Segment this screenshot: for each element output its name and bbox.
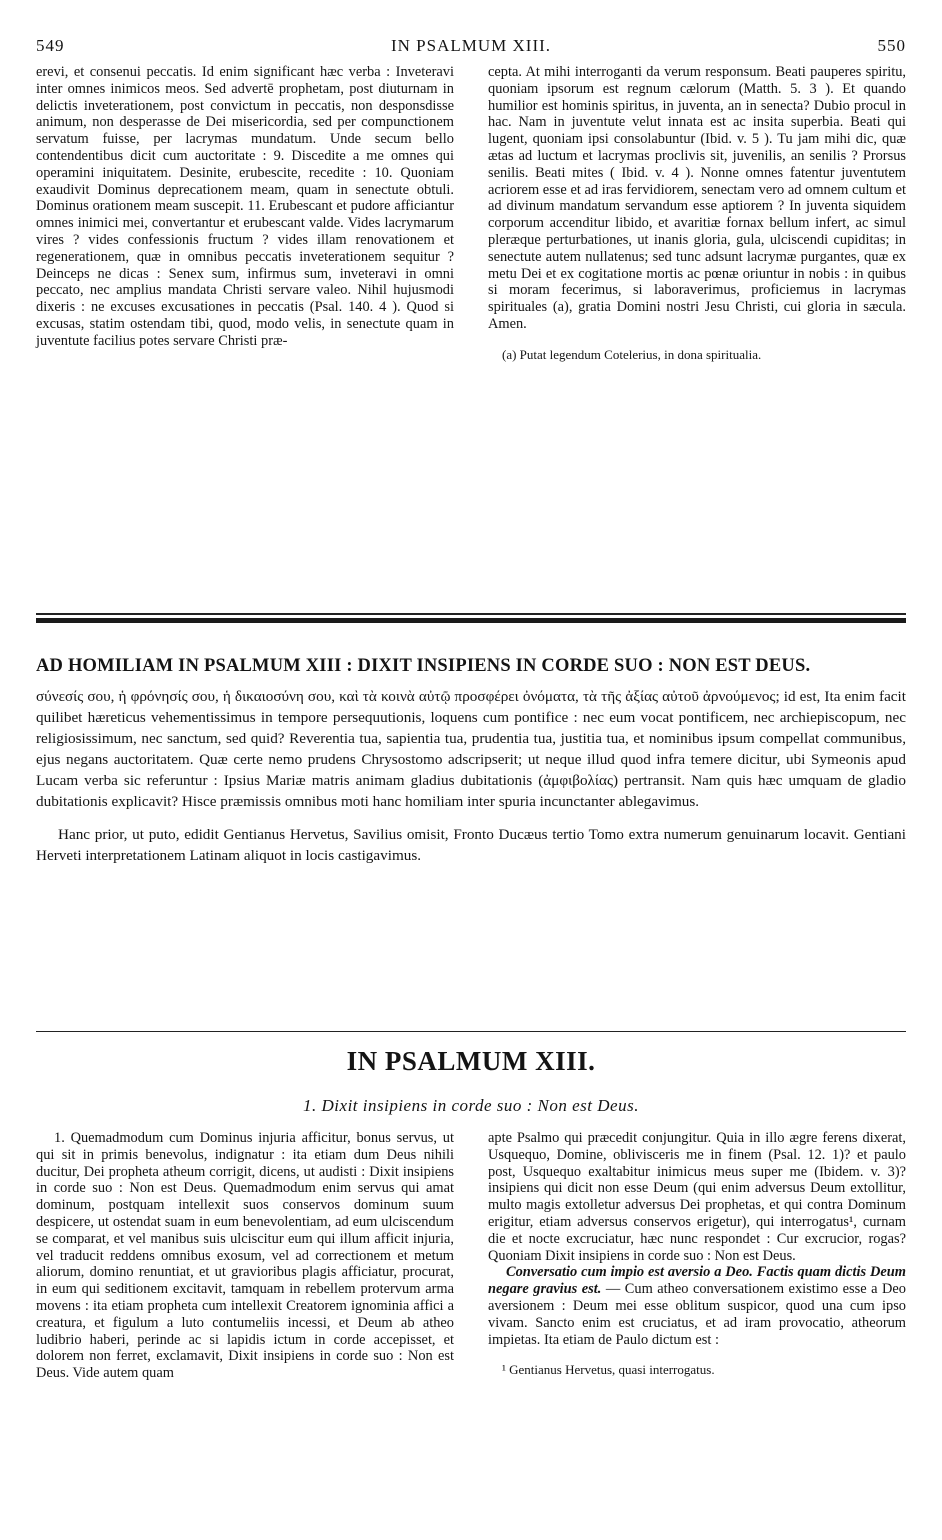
bottom-right-text-2: — Cum atheo conversationem existimo esse a Deo aversionem : Deum mei esse oblitum suspicor, quod una cum ipso vivam. Sancto enim est cruciatus, et ad iram provocatio, atheorum impietas. Ita etiam de Paulo dictum est :: [488, 1281, 906, 1348]
homily-title: IN PSALMUM XIII.: [346, 1046, 596, 1076]
top-left-column: [36, 64, 454, 504]
bottom-left-column: [36, 1130, 454, 1500]
marginal-heading: Conversatio cum impio est aversio a Deo. Factis quam dictis Deum negare gravius est.: [488, 1264, 906, 1298]
preface-paragraph-1: σύνεσίς σου, ἡ φρόνησίς σου, ἡ δικαιοσύνη σου, καὶ τὰ κοινὰ αὐτῷ προσφέρει ὀνόματα, τὰ τῆς ἀξίας αὐτοῦ ἀρνούμενος; id est, Ita enim facit quilibet hæreticus vehementissimus in tempore persequutionis, loquens cum pontifice : nec eum vocat pontificem, nec archiepiscopum, nec religiosissimum, nec sanctum, sed quid? Reverentia tua, sapientia tua, prudentia tua, justitia tua, et nominibus ipsum compellat communibus, ejus negans auctoritatem. Quæ certe nemo prudens Chrysostomo adscripserit; ut neque illud quod infra temere dicitur, ubi Symeonis apud Lucam verba sic referuntur : Ipsius Mariæ matris animam gladius dubitationis (ἀμφιβολίας) pertransit. Nam quis hæc umquam de gladio dubitationis explicavit? Hisce præmissis omnibus moti hanc homiliam inter spuria incunctanter ablegavimus.: [36, 688, 906, 810]
preface-title: AD HOMILIAM IN PSALMUM XIII : DIXIT INSIPIENS IN CORDE SUO : NON EST DEUS.: [36, 656, 811, 676]
homily-divider: [36, 1031, 906, 1032]
running-header: [36, 36, 906, 60]
running-title: IN PSALMUM XIII.: [390, 36, 552, 55]
top-right-column: [488, 64, 906, 504]
top-right-text: cepta. At mihi interroganti da verum responsum. Beati pauperes spiritu, quoniam ipsorum est regnum cælorum (Matth. 5. 3 ). Et quando humilior est hominis spiritus, in juventa, an in senecta? Dubio procul in hac. Nam in juventute velut innata est ac insita superbia. Beati qui lugent, quoniam ipsi consolabuntur (Ibid. v. 5 ). Tu jam mihi dic, quæ ætas ad luctum et lacrymas proclivis sit, juvenilis, an senilis ? Prorsus senilis. Beati mites ( Ibid. v. 4 ). Nonne omnes fatentur juventutem acriorem esse et ad iras fervidiorem, senectam vero ad omnem cultum et ad divinum mandatum servandum esse aptiorem ? In juventa siquidem corporum accenditur libido, et avaritiæ fornax bellum infert, ac simul pleræque perturbationes, ut inanis gloria, gula, ulciscendi cupiditas; in senectute autem nullatenus; sed tunc adsunt lacrymæ purgantes, quæ ex metu Dei et ex cogitatione mortis ac pœnæ oriuntur in nobis : in quibus si moram fecerimus, si laboraverimus, proficiemus in lacrymas spirituales (a), gratia Domini nostri Jesu Christi, cui gloria in sæcula. Amen.: [488, 64, 906, 332]
bottom-right-paragraph: [488, 1264, 906, 1348]
homily-verse: 1. Dixit insipiens in corde suo : Non est Deus.: [303, 1096, 639, 1115]
top-right-footnote: (a) Putat legendum Cotelerius, in dona spiritualia.: [502, 346, 762, 362]
page-number-left: 549: [36, 36, 65, 55]
preface-block: [36, 686, 906, 866]
bottom-right-footnote: ¹ Gentianus Hervetus, quasi interrogatus.: [502, 1362, 715, 1378]
top-left-text: erevi, et consenui peccatis. Id enim significant hæc verba : Inveteravi inter omnes inimicos meos. Sed advertē prophetam, post diuturnam in delictis inveterationem, post convictum in peccatis, non desponsdisse animum, non desperasse de Dei misericordia, sed per compunctionem servatum fuisse, per lacrymas mundatum. Unde secum bello contendentibus dicit cum auctoritate : 9. Discedite a me omnes qui operamini iniquitatem. Desinite, erubescite, recedite : 10. Quoniam exaudivit Dominus deprecationem meam, quam in senectute obtuli. Dominus orationem meam suscepit. 11. Erubescant et pudore afficiantur omnes inimici mei, convertantur et erubescant valde. Vides lacrymarum vires ? vides confessionis fructum ? vides illam renovationem et regenerationem, quæ in omnibus peccatis inveterationem sequitur ? Deinceps ne dicas : Senex sum, infirmus sum, inveteravi in omni peccato, nec amplius mandata Christi servare valeo. Nihil hujusmodi dixeris : ne excuses excusationes in peccatis (Psal. 140. 4 ). Quod si excusas, statim ostendam tibi, quod, modo velis, in senectute quam in juventute facilius potes servare Christi præ-: [36, 64, 454, 349]
section-divider-heavy: [36, 618, 906, 623]
top-columns: [36, 64, 906, 504]
section-divider-thin: [36, 613, 906, 615]
bottom-left-text: 1. Quemadmodum cum Dominus injuria afficitur, bonus servus, ut qui sit in primis benevolus, indignatur : ita etiam dum Deus nihili ducitur, Dei propheta atheum corrigit, dicens, ut audisti : Dixit insipiens in corde suo : Non est Deus. Quemadmodum enim servus qui amat dominum, postquam intellexit suos conservos dominum suum despicere, ut ostendat suam in eum benevolentiam, ad eum ulciscendum se comparat, et vel manibus suis ulciscitur eum qui illum afficit injuria, vel traducit reddens omnibus exosum, vel ad correctionem et metum aliorum, domino renuntiat, et ut gravioribus plagis afficiatur, procurat, in eum qui seditionem excitavit, tamquam in rebellem protervum arma movens : ita etiam propheta cum intellexit Creatorem ignominia affici a creatura, et figulum a luto contumeliis incessi, et Deum ab atheo ludibrio haberi, perinde ac si lapidis ictum in corde accepisset, et dolorem non ferret, exclamavit, Dixit insipiens in corde suo : Non est Deus. Vide autem quam: [36, 1130, 454, 1382]
page-number-right: 550: [877, 36, 906, 55]
preface-paragraph-2: Hanc prior, ut puto, edidit Gentianus Hervetus, Savilius omisit, Fronto Ducæus tertio Tomo extra numerum genuinarum locavit. Gentiani Herveti interpretationem Latinam aliquot in locis castigavimus.: [36, 826, 906, 864]
bottom-right-text-1: apte Psalmo qui præcedit conjungitur. Quia in illo ægre ferens dixerat, Usquequo, Domine, oblivisceris me in finem (Psal. 12. 1)? et paulo post, Usquequo exaltabitur inimicus meus super me (Ibidem. v. 3)? insipiens qui dicit non esse Deum (qui enim adversus Deum extollitur, multo magis extolletur adversus Dei prophetas, et qui contra Dominum erigitur, etiam adversus conservos erigetur), qui interrogatus¹, curnam die et nocte excruciatur, hæc nunc respondet : Cur excrucior, rogas? Quoniam Dixit insipiens in corde suo : Non est Deus.: [488, 1130, 906, 1264]
bottom-right-column: [488, 1130, 906, 1500]
bottom-columns: [36, 1130, 906, 1500]
